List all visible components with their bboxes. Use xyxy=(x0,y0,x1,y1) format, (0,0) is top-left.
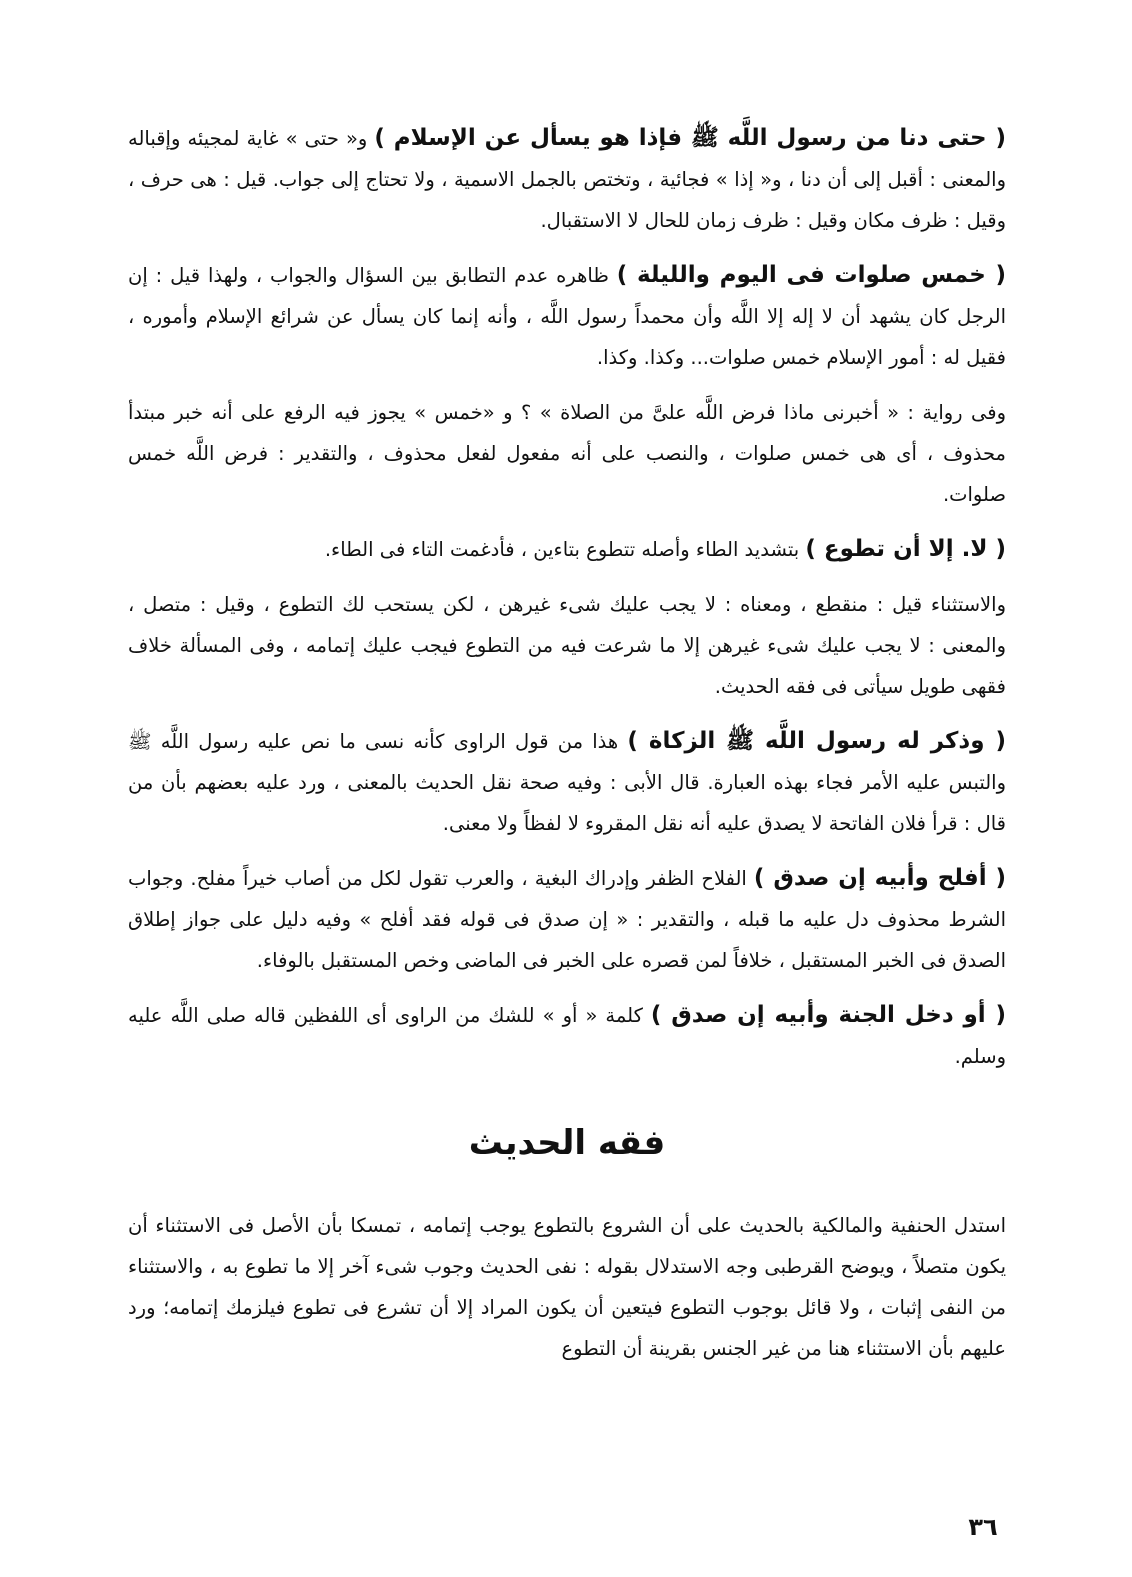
commentary-text: كلمة « أو » للشك من الراوى أى اللفظين قاله صلى اللَّه عليه وسلم. xyxy=(128,1004,1006,1068)
commentary-text: والاستثناء قيل : منقطع ، ومعناه : لا يجب عليك شىء غيرهن ، لكن يستحب لك التطوع ، وقيل : متصل ، والمعنى : لا يجب عليك شىء غيرهن إلا ما شرعت فيه من التطوع فيجب عليك إتمامه ، وفى المسألة خلاف فقهى طويل سيأتى فى فقه الحديث. xyxy=(128,593,1006,698)
hadith-phrase: ( أفلح وأبيه إن صدق ) xyxy=(753,865,1006,891)
commentary-paragraph-2 xyxy=(128,255,1006,378)
commentary-paragraph-7 xyxy=(128,858,1006,981)
page-body xyxy=(128,118,1006,1383)
hadith-phrase: ( أو دخل الجنة وأبيه إن صدق ) xyxy=(650,1002,1006,1028)
commentary-paragraph-3 xyxy=(128,392,1006,515)
commentary-text: بتشديد الطاء وأصله تتطوع بتاءين ، فأدغمت التاء فى الطاء. xyxy=(324,538,806,561)
hadith-phrase: ( لا. إلا أن تطوع ) xyxy=(805,536,1006,562)
hadith-phrase: ( وذكر له رسول اللَّه ﷺ الزكاة ) xyxy=(627,728,1006,754)
commentary-text: و« حتى » غاية لمجيئه وإقباله والمعنى : أقبل إلى أن دنا ، و« إذا » فجائية ، وتختص بالجمل الاسمية ، ولا تحتاج إلى جواب. قيل : هى حرف ، وقيل : ظرف مكان وقيل : ظرف زمان للحال لا الاستقبال. xyxy=(128,127,1006,232)
section-paragraph: استدل الحنفية والمالكية بالحديث على أن الشروع بالتطوع يوجب إتمامه ، تمسكا بأن الأصل فى الاستثناء أن يكون متصلاً ، ويوضح القرطبى وجه الاستدلال بقوله : نفى الحديث وجوب شىء آخر إلا ما تطوع به ، والاستثناء من النفى إثبات ، ولا قائل بوجوب التطوع فيتعين أن يكون المراد إلا أن تشرع فى تطوع فيلزمك إتمامه؛ ورد عليهم بأن الاستثناء هنا من غير الجنس بقرينة أن التطوع xyxy=(128,1214,1006,1360)
page-number: ٣٦ xyxy=(968,1513,998,1541)
commentary-paragraph-4 xyxy=(128,529,1006,570)
commentary-paragraph-8 xyxy=(128,995,1006,1077)
commentary-text: الفلاح الظفر وإدراك البغية ، والعرب تقول لكل من أصاب خيراً مفلح. وجواب الشرط محذوف دل عليه ما قبله ، والتقدير : « إن صدق فى قوله فقد أفلح » وفيه دليل على جواز إطلاق الصدق فى الخبر المستقبل ، خلافاً لمن قصره على الخبر فى الماضى وخص المستقبل بالوفاء. xyxy=(128,867,1006,972)
commentary-paragraph-6 xyxy=(128,721,1006,844)
section-title: فقه الحديث xyxy=(468,1123,666,1163)
commentary-text: ظاهره عدم التطابق بين السؤال والجواب ، ولهذا قيل : إن الرجل كان يشهد أن لا إله إلا اللَّه وأن محمداً رسول اللَّه ، وأنه إنما كان يسأل عن شرائع الإسلام وأموره ، فقيل له : أمور الإسلام خمس صلوات... وكذا. وكذا. xyxy=(128,264,1006,369)
commentary-text: وفى رواية : « أخبرنى ماذا فرض اللَّه علىَّ من الصلاة » ؟ و «خمس » يجوز فيه الرفع على أنه خبر مبتدأ محذوف ، أى هى خمس صلوات ، والنصب على أنه مفعول لفعل محذوف ، والتقدير : فرض اللَّه خمس صلوات. xyxy=(128,401,1006,506)
commentary-paragraph-1 xyxy=(128,118,1006,241)
hadith-phrase: ( خمس صلوات فى اليوم والليلة ) xyxy=(616,262,1006,288)
commentary-paragraph-5 xyxy=(128,584,1006,707)
commentary-text: هذا من قول الراوى كأنه نسى ما نص عليه رسول اللَّه ﷺ والتبس عليه الأمر فجاء بهذه العبارة. قال الأبى : وفيه صحة نقل الحديث بالمعنى ، ورد عليه بعضهم بأن من قال : قرأ فلان الفاتحة لا يصدق عليه أنه نقل المقروء لا لفظاً ولا معنى. xyxy=(128,730,1006,835)
hadith-phrase: ( حتى دنا من رسول اللَّه ﷺ فإذا هو يسأل عن الإسلام ) xyxy=(374,125,1006,151)
